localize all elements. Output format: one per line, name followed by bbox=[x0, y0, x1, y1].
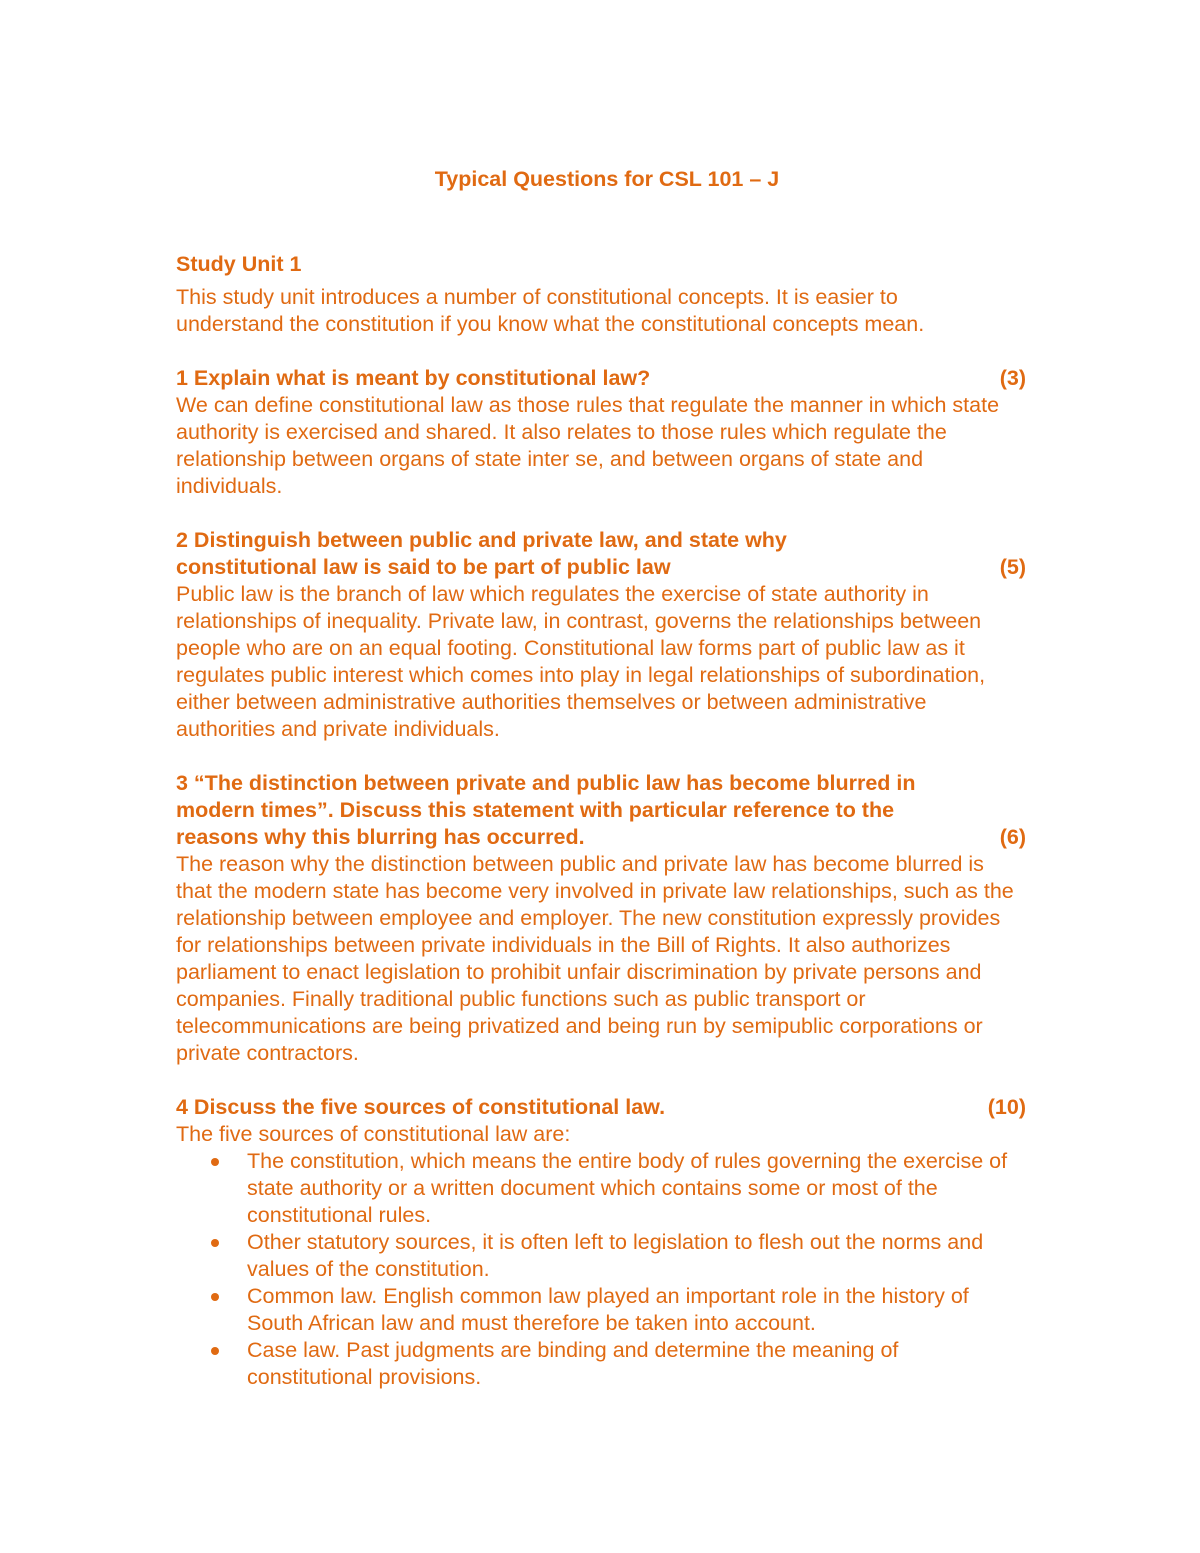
document-page bbox=[176, 160, 1026, 1391]
sources-list bbox=[176, 1148, 1026, 1391]
bullet-icon bbox=[211, 1293, 219, 1301]
bullet-icon bbox=[211, 1239, 219, 1247]
list-item bbox=[176, 1337, 1026, 1391]
question-marks: (3) bbox=[999, 366, 1026, 390]
list-item-text: Case law. Past judgments are binding and determine the meaning of constitutional provisions. bbox=[247, 1338, 899, 1389]
bullet-icon bbox=[211, 1347, 219, 1355]
list-item-text: The constitution, which means the entire body of rules governing the exercise of state authority or a written document which contains some or most of the constitutional rules. bbox=[247, 1149, 1008, 1227]
question-marks: (6) bbox=[999, 825, 1026, 849]
list-item-text: Common law. English common law played an important role in the history of South African law and must therefore be taken into account. bbox=[247, 1284, 969, 1335]
question-text: 1 Explain what is meant by constitutional law? bbox=[176, 366, 651, 390]
question-2 bbox=[176, 527, 1026, 743]
question-text: 2 Distinguish between public and private law, and state why constitutional law is said to be part of public law bbox=[176, 528, 787, 579]
question-answer: The reason why the distinction between public and private law has become blurred is that the modern state has become very involved in private law relationships, such as the relationship between employee and employer. The new constitution expressly provides for relationships between private individuals in the Bill of Rights. It also authorizes parliament to enact legislation to prohibit unfair discrimination by private persons and companies. Finally traditional public functions such as public transport or telecommunications are being privatized and being run by semipublic corporations or private contractors. bbox=[176, 852, 1014, 1065]
question-heading bbox=[176, 770, 1026, 851]
question-answer: The five sources of constitutional law are: bbox=[176, 1122, 571, 1146]
list-item-text: Other statutory sources, it is often left to legislation to flesh out the norms and values of the constitution. bbox=[247, 1230, 984, 1281]
question-marks: (10) bbox=[987, 1095, 1026, 1119]
list-item bbox=[176, 1229, 1026, 1283]
question-answer: We can define constitutional law as those rules that regulate the manner in which state authority is exercised and shared. It also relates to those rules which regulate the relationship between organs of state inter se, and between organs of state and individuals. bbox=[176, 393, 1000, 498]
bullet-icon bbox=[211, 1158, 219, 1166]
question-heading bbox=[176, 365, 1026, 392]
list-item bbox=[176, 1283, 1026, 1337]
study-unit-intro: This study unit introduces a number of constitutional concepts. It is easier to understand the constitution if you know what the constitutional concepts mean. bbox=[176, 285, 925, 336]
question-3 bbox=[176, 770, 1026, 1067]
question-heading bbox=[176, 1094, 1026, 1121]
question-1 bbox=[176, 365, 1026, 500]
study-unit-heading: Study Unit 1 bbox=[176, 252, 302, 276]
question-answer: Public law is the branch of law which regulates the exercise of state authority in relationships of inequality. Private law, in contrast, governs the relationships between people who are on an equal footing. Constitutional law forms part of public law as it regulates public interest which comes into play in legal relationships of subordination, either between administrative authorities themselves or between administrative authorities and private individuals. bbox=[176, 582, 986, 741]
question-text: 3 “The distinction between private and public law has become blurred in modern times”. Discuss this statement with particular reference to the reasons why this blurring has occurred. bbox=[176, 771, 916, 849]
question-text: 4 Discuss the five sources of constitutional law. bbox=[176, 1095, 666, 1119]
question-4 bbox=[176, 1094, 1026, 1391]
question-marks: (5) bbox=[999, 555, 1026, 579]
document-title: Typical Questions for CSL 101 – J bbox=[434, 167, 780, 191]
list-item bbox=[176, 1148, 1026, 1229]
question-heading bbox=[176, 527, 1026, 581]
